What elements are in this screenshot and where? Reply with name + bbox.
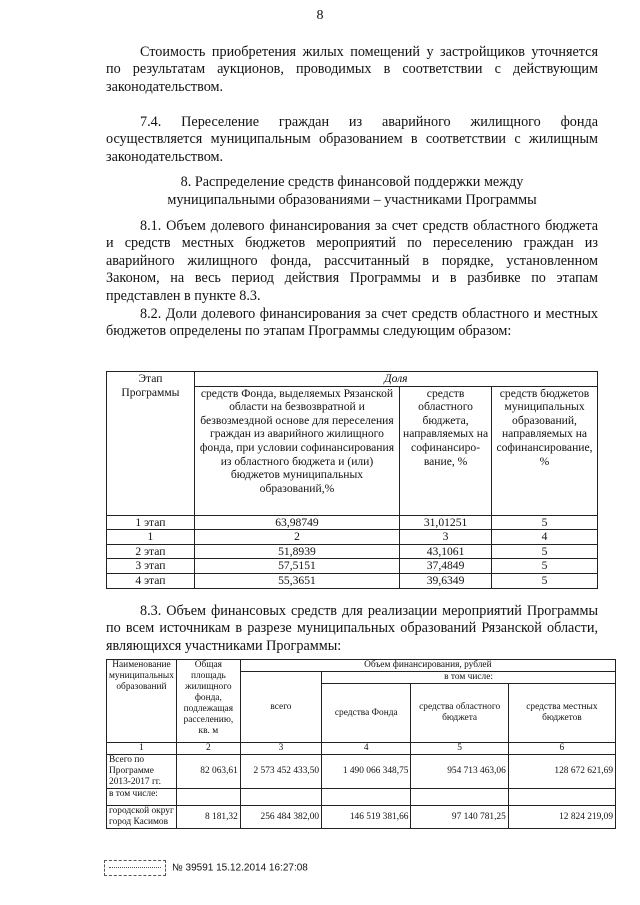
- fund-cell: 63,98749: [194, 515, 399, 530]
- header-stage: Этап Программы: [107, 372, 195, 516]
- table-row: [107, 755, 616, 789]
- section-heading-line1: 8. Распределение средств финансовой поддержки между: [180, 174, 524, 190]
- header-local-share: средств бюджетов муниципальных образований, направляемых на софинансирование, %: [492, 386, 598, 515]
- header-share: Доля: [194, 372, 597, 387]
- registration-stamp-icon: [104, 860, 166, 876]
- total-cell: 256 484 382,00: [240, 806, 321, 829]
- fund-cell: 57,5151: [194, 559, 399, 574]
- area-cell: [176, 789, 240, 806]
- header-mo-name: Наименование муниципальных образований: [107, 660, 177, 743]
- stage-cell: 4 этап: [107, 573, 195, 588]
- paragraph-cost: Стоимость приобретения жилых помещений у застройщиков уточняется по результатам аукционов, проводимых в соответствии с действующим законодательством.: [106, 44, 598, 95]
- local-cell: 4: [492, 530, 598, 545]
- header-fund-means: средства Фонда: [322, 684, 411, 743]
- col-number: 2: [176, 743, 240, 755]
- table-row: [107, 530, 598, 545]
- header-total: всего: [240, 672, 321, 743]
- table-row: [107, 515, 598, 530]
- footer-registration: № 39591 15.12.2014 16:27:08: [172, 862, 308, 874]
- mo-name-cell: городской округ город Касимов: [107, 806, 177, 829]
- table-row: [107, 544, 598, 559]
- stage-cell: 2 этап: [107, 544, 195, 559]
- local-cell: 5: [492, 559, 598, 574]
- section-heading-line2: муниципальными образованиями – участниками Программы: [167, 192, 537, 208]
- table-row: [107, 573, 598, 588]
- local-cell: [508, 789, 615, 806]
- local-cell: 5: [492, 544, 598, 559]
- stage-cell: 3 этап: [107, 559, 195, 574]
- funding-table: [106, 659, 616, 829]
- stage-cell: 1 этап: [107, 515, 195, 530]
- local-cell: 5: [492, 573, 598, 588]
- regional-cell: 97 140 781,25: [411, 806, 508, 829]
- total-cell: [240, 789, 321, 806]
- regional-cell: 31,01251: [400, 515, 492, 530]
- col-number: 5: [411, 743, 508, 755]
- fund-cell: 51,8939: [194, 544, 399, 559]
- header-local-means: средства местных бюджетов: [508, 684, 615, 743]
- paragraph-7-4: 7.4. Переселение граждан из аварийного жилищного фонда осуществляется муниципальным образованием в соответствии с жилищным законодательством.: [106, 114, 598, 165]
- local-cell: 128 672 621,69: [508, 755, 615, 789]
- col-number: 6: [508, 743, 615, 755]
- page-number: 8: [316, 8, 324, 23]
- regional-cell: [411, 789, 508, 806]
- area-cell: 8 181,32: [176, 806, 240, 829]
- area-cell: 82 063,61: [176, 755, 240, 789]
- table-row: [107, 559, 598, 574]
- local-cell: 5: [492, 515, 598, 530]
- fund-cell: 55,3651: [194, 573, 399, 588]
- paragraph-8-1: 8.1. Объем долевого финансирования за счет средств областного бюджета и средств местных бюджетов мероприятий по переселению граждан из аварийного жилищного фонда, рассчитанный в порядке, установленном Законом, на весь период действия Программы и в разбивке по этапам представлен в пункте 8.3.: [106, 218, 598, 304]
- regional-cell: 3: [400, 530, 492, 545]
- header-regional-share: средств областного бюджета, направляемых на софинансиро-вание, %: [400, 386, 492, 515]
- mo-name-cell: в том числе:: [107, 789, 177, 806]
- footer: [104, 860, 308, 876]
- paragraph-8-2: 8.2. Доли долевого финансирования за счет средств областного и местных бюджетов определены по этапам Программы следующим образом:: [106, 306, 598, 340]
- fund-cell: 2: [194, 530, 399, 545]
- local-cell: 12 824 219,09: [508, 806, 615, 829]
- header-area: Общая площадь жилищного фонда, подлежащая расселению, кв. м: [176, 660, 240, 743]
- header-fund-share: средств Фонда, выделяемых Рязанской области на безвозвратной и безвозмездной основе для переселения граждан из аварийного жилищного фонда, при условии софинансирования из областного бюджета и (или) бюджетов муниципальных образований,%: [194, 386, 399, 515]
- header-volume: Объем финансирования, рублей: [240, 660, 615, 672]
- table-row: [107, 789, 616, 806]
- regional-cell: 37,4849: [400, 559, 492, 574]
- stage-cell: 1: [107, 530, 195, 545]
- share-table: [106, 371, 598, 589]
- fund-cell: 146 519 381,66: [322, 806, 411, 829]
- header-regional-means: средства областного бюджета: [411, 684, 508, 743]
- column-number-row: [107, 743, 616, 755]
- regional-cell: 39,6349: [400, 573, 492, 588]
- regional-cell: 43,1061: [400, 544, 492, 559]
- table-row: [107, 806, 616, 829]
- fund-cell: 1 490 066 348,75: [322, 755, 411, 789]
- mo-name-cell: Всего по Программе 2013-2017 гг.: [107, 755, 177, 789]
- total-cell: 2 573 452 433,50: [240, 755, 321, 789]
- paragraph-8-3: 8.3. Объем финансовых средств для реализации мероприятий Программы по всем источникам в разрезе муниципальных образований Рязанской области, являющихся участниками Программы:: [106, 603, 598, 654]
- header-including: в том числе:: [322, 672, 616, 684]
- col-number: 1: [107, 743, 177, 755]
- regional-cell: 954 713 463,06: [411, 755, 508, 789]
- col-number: 3: [240, 743, 321, 755]
- fund-cell: [322, 789, 411, 806]
- col-number: 4: [322, 743, 411, 755]
